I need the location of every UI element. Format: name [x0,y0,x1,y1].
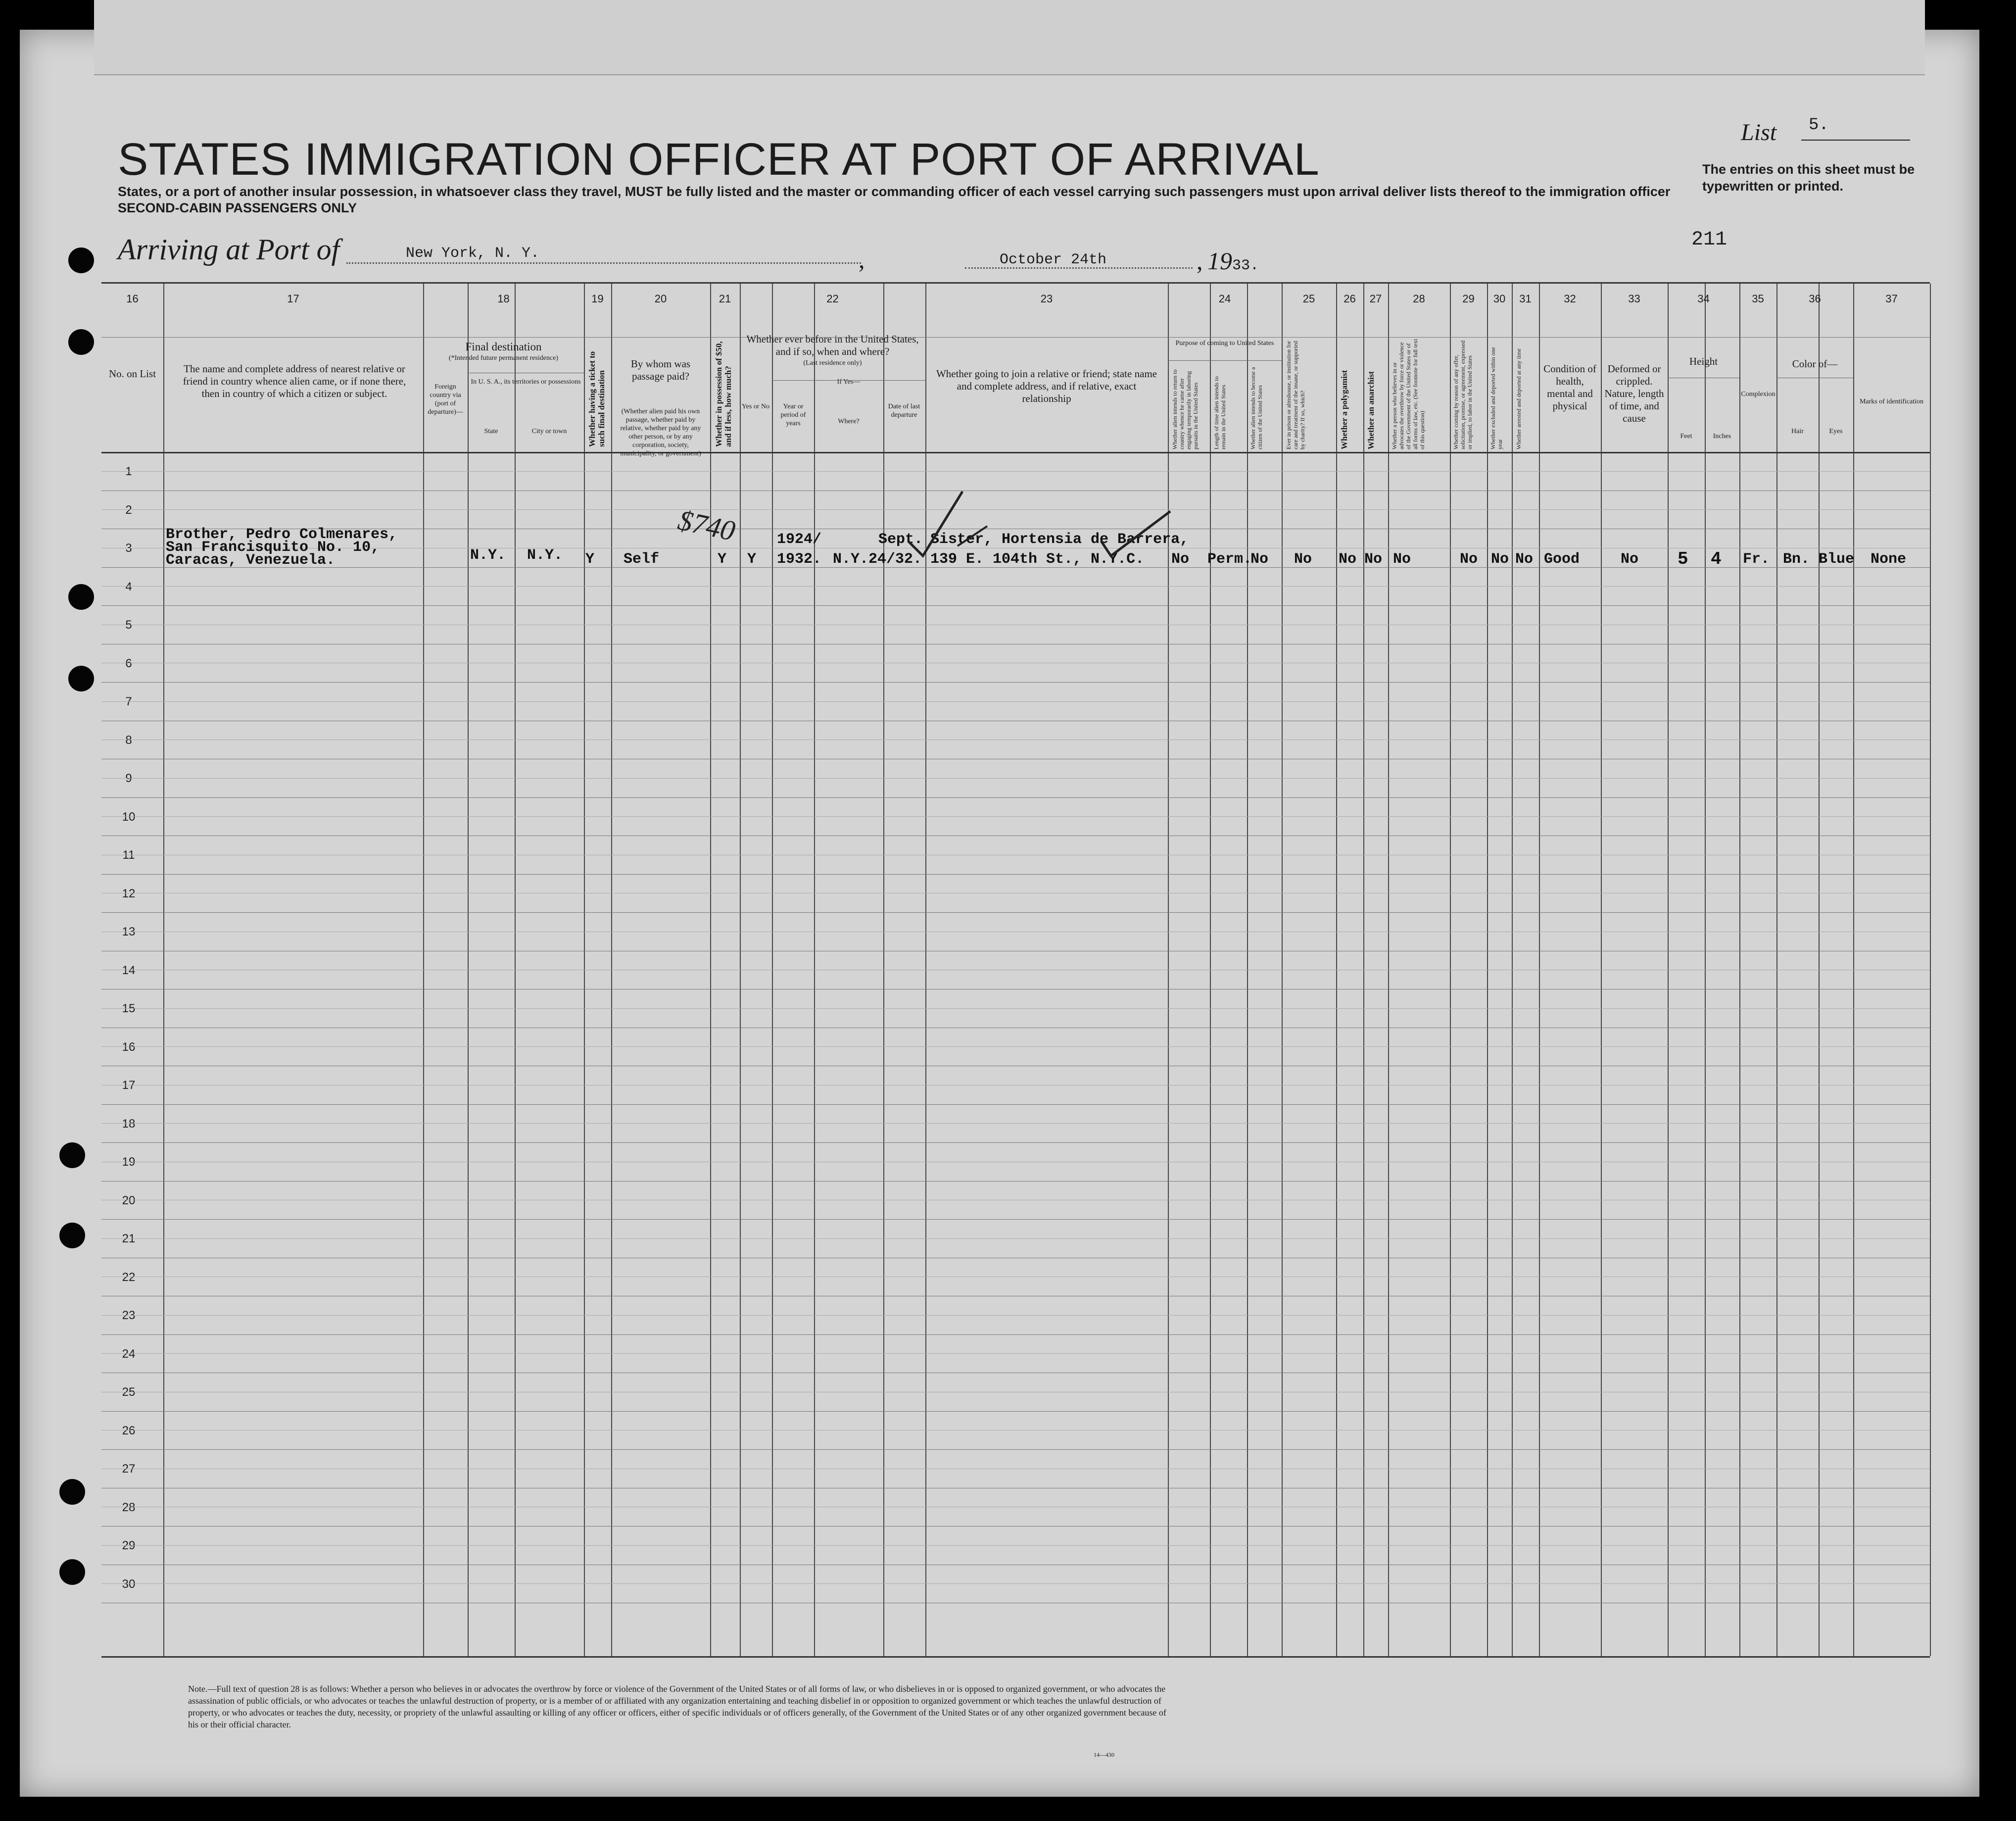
money-value: Y [718,551,727,568]
hair-value: Bn. [1783,551,1810,568]
ledger-line [101,1353,1930,1354]
binder-hole [68,584,94,610]
comma: , [859,246,865,273]
binder-hole [68,666,94,691]
header-foreign-country: Foreign country via (port of departure)— [428,383,463,416]
column-number: 25 [1302,293,1315,305]
column-number: 23 [1040,293,1053,305]
column-number: 17 [287,293,299,305]
column-number: 31 [1519,293,1532,305]
row-number: 15 [122,1002,136,1015]
column-number: 19 [591,293,604,305]
ledger-line [101,1583,1930,1584]
column-number: 36 [1809,293,1821,305]
column-number: 21 [719,293,731,305]
list-underline [1801,140,1910,141]
ledger-line [101,1123,1930,1124]
ledger-line [101,739,1930,740]
header-join-relative: Whether going to join a relative or friend; state name and complete address, and if relative, exact relationship [936,368,1157,404]
column-number: 30 [1493,293,1506,305]
column-number: 26 [1344,293,1356,305]
header-in-usa: In U. S. A., its territories or possessions [471,378,581,386]
feet-value: 5 [1678,549,1688,569]
arrested-value: No [1515,551,1534,568]
purpose-citizen-value: No [1250,551,1269,568]
row-line [101,682,1930,683]
header-relative-address: The name and complete address of nearest relative or friend in country whence alien came, or if none there, then in country of which a citizen or subject. [183,363,406,399]
header-anarchist: Whether an anarchist [1366,371,1376,449]
where-value: N.Y. [833,551,869,568]
row-number: 28 [122,1500,136,1514]
header-deformed: Deformed or crippled. Nature, length of time, and cause [1604,363,1664,424]
ledger-line [101,1046,1930,1047]
year-prefix: 19 [1207,247,1232,275]
ledger-line [101,1238,1930,1239]
destination-state: N.Y. [470,547,506,564]
before-in-us-value: Y [747,551,757,568]
destination-city: N.Y. [527,547,563,564]
ledger-line [101,586,1930,587]
column-divider [1930,284,1931,1656]
ledger-line [101,1008,1930,1009]
ledger-line [101,778,1930,779]
binder-hole [59,1559,85,1585]
header-divider [101,452,1930,453]
row-line [101,912,1930,913]
header-final-destination: Final destination [465,341,542,353]
row-number: 17 [122,1079,136,1092]
anarchist-value: No [1364,551,1383,568]
row-number: 14 [122,963,136,977]
header-marks: Marks of identification [1859,398,1924,405]
ledger-line [101,1315,1930,1316]
header-city: City or town [531,428,567,435]
complexion-value: Fr. [1743,551,1770,568]
column-number: 28 [1413,293,1425,305]
money-handwritten: $740 [675,503,738,547]
typewritten-note: The entries on this sheet must be typewritten or printed. [1702,162,1915,194]
list-label: List [1741,119,1777,146]
row-number: 22 [122,1270,136,1284]
row-line [101,1449,1930,1450]
row-number: 6 [125,656,132,670]
row-number: 8 [125,733,132,747]
year-suffix: 33. [1232,257,1259,274]
deformed-value: No [1621,551,1639,568]
row-number: 5 [125,618,132,632]
labor-offer-value: No [1460,551,1478,568]
row-number: 27 [122,1462,136,1476]
prison-value: No [1294,551,1312,568]
column-number: 34 [1697,293,1710,305]
binder-hole [59,1479,85,1505]
row-number: 2 [125,503,132,517]
last-departure-date: 24/32. [868,551,922,568]
row-number: 20 [122,1193,136,1207]
row-number: 24 [122,1347,136,1361]
row-line [101,874,1930,875]
header-subdivider [101,337,1930,338]
sheet-number: 211 [1691,229,1728,251]
row-number: 30 [122,1577,136,1591]
inches-value: 4 [1711,549,1722,569]
header-inches: Inches [1713,433,1731,440]
column-number: 29 [1462,293,1475,305]
header-subdivider [772,380,925,381]
row-line [101,797,1930,798]
binder-hole [59,1142,85,1168]
join-relative-address: 139 E. 104th St., N.Y.C. [930,551,1145,568]
row-number: 19 [122,1155,136,1169]
row-line [101,605,1930,606]
footnote: Note.—Full text of question 28 is as follows: Whether a person who believes in or advocates the overthrow by force or violence of the Government of the United States or of all forms of law, or who disbelieves in or is opposed to organized government, or who advocates the assassination of public officials, or who advocates or teaches the unlawful destruction of property, or is a member of or affiliated with any organization entertaining and teaching disbelief in or opposition to organized government or which teaches the unlawful destruction of property, or who advocates or teaches the duty, necessity, or propriety of the unlawful assaulting or killing of any officer or officers, either of specific individuals or of officers generally, of the Government of the United States or of any other organized government because of his or their official character. [188,1684,1166,1729]
header-final-destination-note: (*Intended future permanent residence) [448,354,559,362]
header-color: Color of— [1792,358,1838,370]
header-passage-paid-note: (Whether alien paid his own passage, whether paid by relative, whether paid by any other person, or by any corporation, society, municipality, or government) [620,408,701,457]
header-height: Height [1689,355,1718,367]
row-number: 9 [125,772,132,785]
header-no-on-list: No. on List [108,368,156,380]
last-departure-month: Sept. [878,531,923,548]
header-last-residence: (Last residence only) [803,359,862,367]
header-state: State [484,428,498,435]
column-number: 24 [1218,293,1231,305]
row-number: 7 [125,695,132,708]
header-where: Where? [838,418,860,425]
header-fifty-dollars: Whether in possession of $50, and if less, how much? [714,341,733,447]
row-number: 29 [122,1539,136,1552]
header-purpose: Purpose of coming to United States [1175,340,1274,347]
relative-address-line: San Francisquito No. 10, [166,539,380,556]
row-number: 4 [125,580,132,593]
purpose-length-value: Perm. [1207,551,1252,568]
ledger-line [101,471,1930,472]
column-number: 16 [126,293,139,305]
row-number: 26 [122,1424,136,1437]
list-number: 5. [1809,116,1829,135]
ledger-line [101,701,1930,702]
header-purpose-citizen: Whether alien intends to become a citizen of the United States [1249,367,1263,449]
column-number: 37 [1885,293,1898,305]
row-number: 1 [125,465,132,478]
column-number: 18 [497,293,510,305]
join-relative-name: Sister, Hortensia de Barrera, [930,531,1189,548]
header-prison: Ever in prison or almshouse, or institution for care and treatment of the insane, or supported by charity? If so, which? [1285,341,1306,449]
row-number: 3 [125,541,132,555]
relative-name: Brother, Pedro Colmenares, [166,526,398,543]
passenger-class: SECOND-CABIN PASSENGERS ONLY [118,200,357,215]
overthrow-value: No [1393,551,1411,568]
comma: , [1197,247,1203,275]
header-overthrow: Whether a person who believes in or advocates the overthrow by force or violence of the Government of the United States or of all forms of law, etc. (See footnote for full text of this question) [1391,339,1426,449]
binder-hole [68,247,94,273]
instructions-text: States, or a port of another insular possession, in whatsoever class they travel, MUST be fully listed and the master or commanding officer of each vessel carrying such passengers must upon arrival deliver lists thereof to the immigration officer [118,184,1671,199]
header-before-in-us: Whether ever before in the United States, and if so, when and where? [746,333,919,357]
port-value: New York, N. Y. [406,245,540,262]
row-number: 25 [122,1385,136,1399]
header-polygamist: Whether a polygamist [1340,370,1349,449]
purpose-return-value: No [1171,551,1190,568]
period-end: 1932. [777,551,822,568]
relative-address-city: Caracas, Venezuela. [166,552,336,569]
header-arrested: Whether arrested and deported at any time [1515,348,1522,449]
header-eyes: Eyes [1829,428,1843,435]
header-yes-no: Yes or No [741,403,770,410]
row-number: 13 [122,925,136,938]
row-line [101,1334,1930,1335]
row-number: 12 [122,886,136,900]
header-labor-offer: Whether coming by reason of any offer, solicitation, promise, or agreement, expressed or implied, to labor in the United States [1452,340,1473,449]
row-line [101,1104,1930,1105]
header-feet: Feet [1680,433,1692,440]
column-number: 33 [1628,293,1640,305]
passage-paid-value: Self [624,551,660,568]
header-period: Year or period of years [780,403,806,427]
column-number: 22 [826,293,839,305]
ticket-value: Y [585,551,595,568]
port-dotted-line [346,262,861,264]
header-last-departure: Date of last departure [888,403,920,419]
column-number: 35 [1752,293,1764,305]
row-number: 21 [122,1232,136,1245]
column-number: 32 [1564,293,1576,305]
header-purpose-length: Length of time alien intends to remain in the United States [1213,376,1227,449]
row-number: 18 [122,1117,136,1131]
row-line [101,1219,1930,1220]
row-number: 23 [122,1309,136,1322]
manifest-table [101,282,1930,1658]
column-number: 20 [654,293,667,305]
marks-value: None [1871,551,1907,568]
form-number: 14—430 [1094,1751,1114,1758]
header-if-yes: If Yes— [837,378,861,386]
binder-hole [68,329,94,355]
header-purpose-return: Whether alien intends to return to country whence he came after engaging temporarily in laboring pursuits in the United States [1171,369,1199,449]
row-number: 16 [122,1040,136,1054]
ledger-line [101,816,1930,817]
arriving-label: Arriving at Port of [118,233,340,266]
header-ticket: Whether having a ticket to such final destination [587,351,606,447]
ledger-line [101,1545,1930,1546]
header-passage-paid: By whom was passage paid? [630,358,691,382]
health-value: Good [1544,551,1580,568]
eyes-value: Blue [1819,551,1855,568]
checkmark-icon [903,482,1180,566]
date-value: October 24th [1000,251,1107,268]
header-complexion: Complexion [1741,391,1776,398]
header-excluded: Whether excluded and deported within one year [1489,347,1503,449]
row-number: 10 [122,810,136,824]
overlapping-page-edge [94,0,1925,75]
row-line [101,1411,1930,1412]
page-title: STATES IMMIGRATION OFFICER AT PORT OF ARRIVAL [118,134,1320,185]
binder-hole [59,1223,85,1248]
excluded-value: No [1491,551,1509,568]
header-subdivider [1168,360,1282,361]
row-number: 11 [122,848,135,862]
row-line [101,1142,1930,1143]
column-number: 27 [1369,293,1382,305]
header-hair: Hair [1791,428,1804,435]
header-health: Condition of health, mental and physical [1543,363,1596,412]
period-start: 1924/ [777,531,822,548]
polygamist-value: No [1339,551,1357,568]
